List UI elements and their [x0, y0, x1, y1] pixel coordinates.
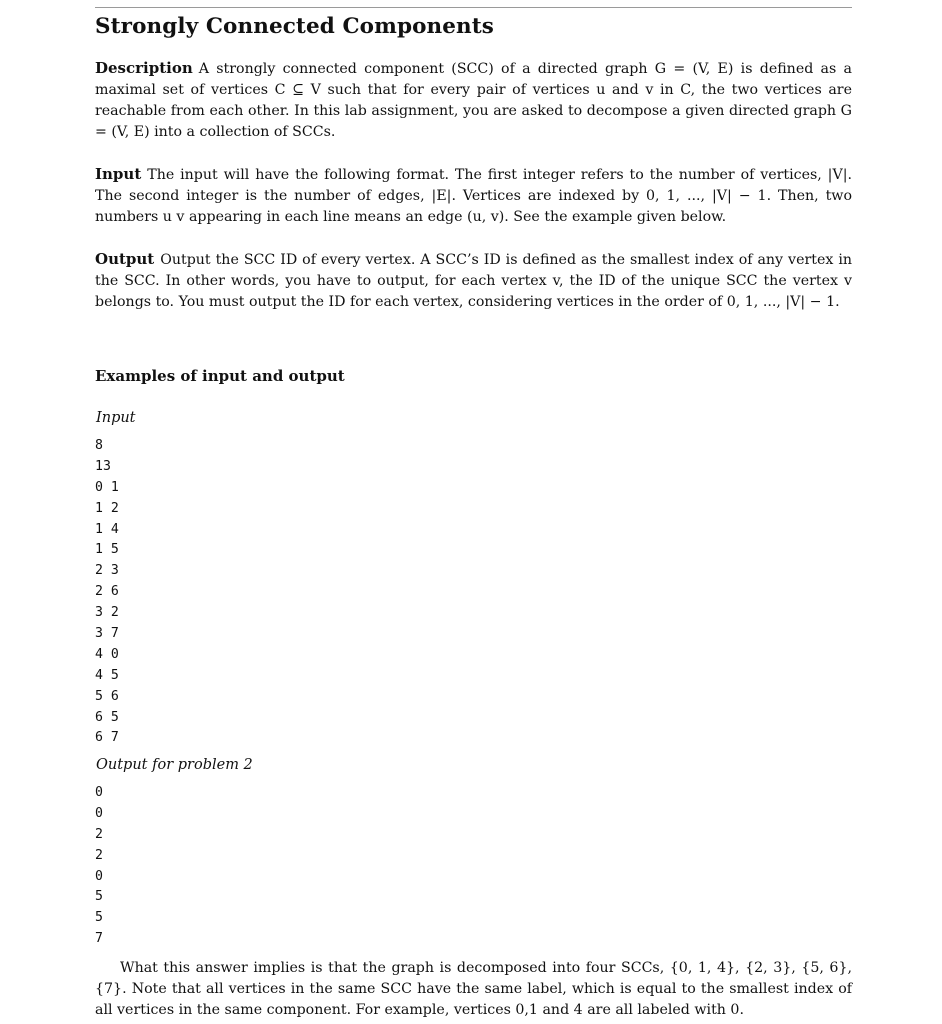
input-line: 8	[95, 438, 103, 453]
description-paragraph	[95, 58, 852, 143]
output-line: 5	[95, 889, 103, 905]
input-line: 0 1	[95, 479, 119, 495]
input-line: 3 7	[95, 626, 119, 642]
output-line: 2	[95, 847, 103, 863]
examples-heading: Examples of input and output	[95, 367, 345, 385]
page-title: Strongly Connected Components	[95, 14, 495, 39]
closing-paragraph: What this answer implies is that the graph is decomposed into four SCCs, {0, 1, 4}, {2, 3}, {5, 6}, {7}. Note that all vertices in the same SCC have the same label, which is equal to the smallest index of all vertices in the same component. For example, vertices 0,1 and 4 are all labeled with 0.	[95, 960, 852, 1018]
input-line: 5 6	[95, 688, 119, 704]
output-caption: Output for problem 2	[96, 757, 253, 773]
input-line: 1 4	[95, 521, 119, 537]
input-example	[95, 436, 119, 749]
output-line: 5	[95, 910, 103, 926]
input-line: 1 5	[95, 542, 119, 558]
output-line: 2	[95, 826, 103, 842]
input-heading: Input	[95, 165, 142, 183]
output-text: Output the SCC ID of every vertex. A SCC’s ID is defined as the smallest index of any vertex in the SCC. In other words, you have to output, for each vertex v, the ID of the unique SCC the vertex v belongs to. You must output the ID for each vertex, considering vertices in the order of 0, 1, ..., |V| − 1.	[95, 252, 852, 310]
output-heading: Output	[95, 250, 155, 268]
input-line: 6 5	[95, 709, 119, 725]
output-example	[95, 783, 103, 950]
output-line: 7	[95, 931, 103, 947]
input-line: 2 6	[95, 584, 119, 600]
input-line: 4 0	[95, 646, 119, 662]
output-line: 0	[95, 868, 103, 884]
input-line: 1 2	[95, 500, 119, 516]
input-line: 13	[95, 458, 111, 474]
input-text: The input will have the following format. The first integer refers to the number of vertices, |V|. The second integer is the number of edges, |E|. Vertices are indexed by 0, 1, ..., |V| − 1. Then, two numbers u v appearing in each line means an edge (u, v). See the example given below.	[95, 167, 852, 225]
top-rule	[95, 7, 852, 8]
output-line: 0	[95, 805, 103, 821]
description-text: A strongly connected component (SCC) of a directed graph G = (V, E) is defined as a maximal set of vertices C ⊆ V such that for every pair of vertices u and v in C, the two vertices are reachable from each other. In this lab assignment, you are asked to decompose a given directed graph G = (V, E) into a collection of SCCs.	[95, 61, 852, 140]
input-line: 4 5	[95, 667, 119, 683]
input-line: 3 2	[95, 605, 119, 621]
input-caption: Input	[96, 410, 136, 426]
output-line: 0	[95, 785, 103, 800]
input-line: 6 7	[95, 730, 119, 746]
input-paragraph	[95, 164, 852, 228]
output-paragraph	[95, 249, 852, 313]
input-line: 2 3	[95, 563, 119, 579]
description-heading: Description	[95, 59, 193, 77]
